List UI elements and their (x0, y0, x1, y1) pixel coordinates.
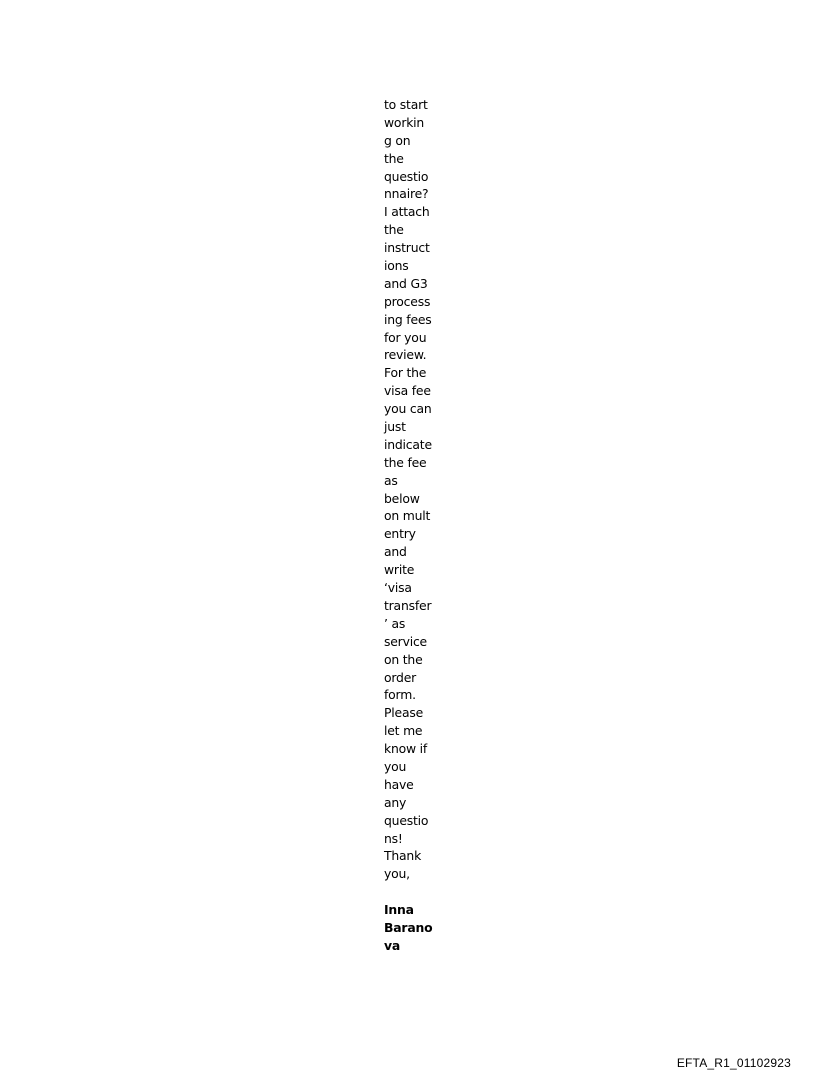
body-line: let me (384, 723, 423, 739)
body-line: ‘visa (384, 580, 412, 596)
body-line: I attach (384, 204, 430, 220)
body-line: questio (384, 812, 429, 828)
body-line: the fee (384, 454, 427, 470)
body-line: form. (384, 687, 416, 703)
body-line: Thank (384, 848, 422, 864)
body-line: order (384, 669, 417, 685)
body-line: the (384, 150, 404, 166)
signature-line: Inna (384, 902, 414, 918)
body-line: on mult (384, 508, 431, 524)
body-line: on the (384, 651, 423, 667)
body-line: have (384, 776, 414, 792)
body-line: visa fee (384, 383, 431, 399)
body-line: and G3 (384, 275, 428, 291)
body-line: know if (384, 741, 428, 757)
body-line: just (384, 419, 406, 435)
body-line: nnaire? (384, 186, 429, 202)
body-line: service (384, 633, 427, 649)
body-line: write (384, 562, 415, 578)
body-line: ions (384, 258, 409, 274)
document-id-footer: EFTA_R1_01102923 (676, 1056, 791, 1070)
body-line: the (384, 222, 404, 238)
body-line: entry (384, 526, 416, 542)
message-body (384, 96, 444, 883)
body-line: as (384, 472, 398, 488)
body-line: review. (384, 347, 427, 363)
message-text-column (384, 96, 444, 955)
body-line: you (384, 758, 407, 774)
signature-line: va (384, 937, 401, 953)
body-line: questio (384, 168, 429, 184)
body-line: to start (384, 97, 428, 112)
body-line: Please (384, 705, 424, 721)
body-line: you can (384, 401, 432, 417)
body-line: and (384, 544, 407, 560)
body-line: you, (384, 866, 410, 882)
body-line: ’ as (384, 615, 406, 631)
body-line: instruct (384, 240, 430, 256)
body-line: g on (384, 132, 411, 148)
signature-name (384, 901, 444, 955)
body-line: workin (384, 114, 425, 130)
signature-line: Barano (384, 919, 433, 935)
body-line: transfer (384, 597, 432, 613)
body-line: below (384, 490, 420, 506)
body-line: ing fees (384, 311, 432, 327)
body-line: indicate (384, 436, 432, 452)
paragraph-spacer (384, 883, 444, 901)
body-line: process (384, 293, 431, 309)
body-line: For the (384, 365, 427, 381)
body-line: ns! (384, 830, 403, 846)
body-line: any (384, 794, 407, 810)
body-line: for you (384, 329, 427, 345)
